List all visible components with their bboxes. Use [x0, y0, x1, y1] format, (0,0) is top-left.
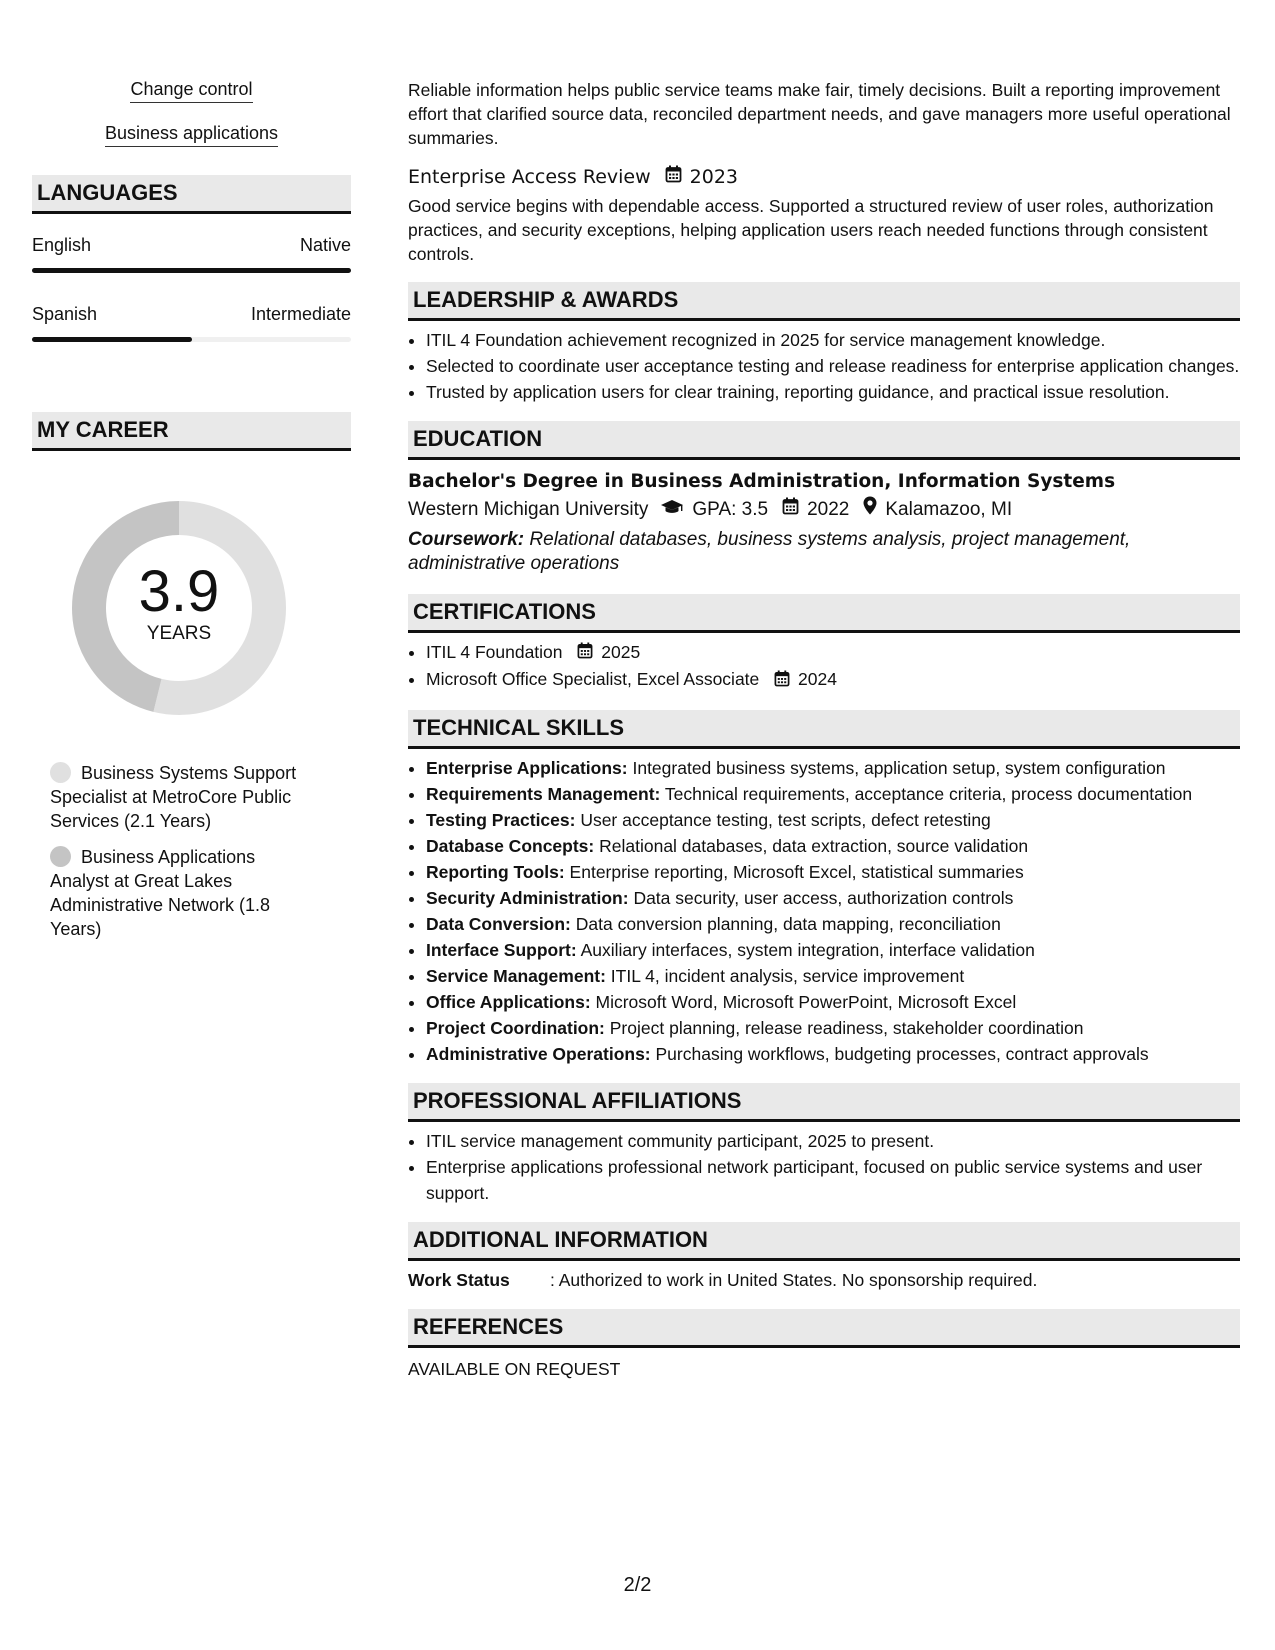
skill-item: • Enterprise Applications: Integrated business systems, application setup, system configuration — [426, 755, 1240, 781]
language-bar — [32, 337, 351, 342]
language-name: Spanish — [32, 304, 98, 324]
career-item: Business Systems Support Specialist at MetroCore Public Services (2.1 Years) — [50, 763, 297, 831]
education-school: Western Michigan University — [408, 499, 649, 520]
list-item: • ITIL 4 Foundation 2025 — [426, 639, 1240, 666]
language-name: English — [32, 235, 92, 255]
skill-item: • Security Administration: Data security, user access, authorization controls — [426, 885, 1240, 911]
project-year: 2023 — [689, 166, 739, 188]
calendar-icon — [774, 668, 790, 694]
certifications-list — [408, 639, 1240, 694]
career-dot-icon — [50, 846, 71, 867]
language-level: Intermediate — [250, 304, 351, 324]
leadership-list — [408, 327, 1240, 405]
skill-item: • Interface Support: Auxiliary interfaces, system integration, interface validation — [426, 937, 1240, 963]
skill-item: • Project Coordination: Project planning, release readiness, stakeholder coordination — [426, 1015, 1240, 1041]
skill-item: • Requirements Management: Technical requirements, acceptance criteria, process documentation — [426, 781, 1240, 807]
language-spanish — [32, 303, 351, 342]
graduation-cap-icon — [660, 496, 684, 524]
skill-item: • Database Concepts: Relational databases, data extraction, source validation — [426, 833, 1240, 859]
education-coursework: Coursework: Relational databases, business systems analysis, project management, administrative operations — [408, 529, 1131, 574]
language-bar-fill — [32, 337, 192, 342]
list-item: • ITIL service management community participant, 2025 to present. — [426, 1128, 1240, 1154]
calendar-icon — [665, 164, 682, 190]
skill-item: • Office Applications: Microsoft Word, Microsoft PowerPoint, Microsoft Excel — [426, 989, 1240, 1015]
education-gpa: GPA: 3.5 — [692, 499, 769, 520]
education-degree: Bachelor's Degree in Business Administration, Information Systems — [408, 471, 1116, 492]
list-item: • Selected to coordinate user acceptance testing and release readiness for enterprise application changes. — [426, 353, 1240, 379]
list-item: • Trusted by application users for clear training, reporting guidance, and practical issue resolution. — [426, 379, 1240, 405]
language-english — [32, 234, 351, 273]
language-bar-fill — [32, 268, 351, 273]
career-list — [50, 761, 312, 941]
list-item: • Enterprise applications professional network participant, focused on public service systems and user support. — [426, 1154, 1240, 1206]
references-text: AVAILABLE ON REQUEST — [408, 1358, 621, 1379]
career-total: 3.9 — [138, 559, 220, 624]
skills-heading: TECHNICAL SKILLS — [408, 710, 1240, 749]
main-content — [408, 78, 1240, 1382]
location-pin-icon — [863, 496, 877, 524]
references-heading: REFERENCES — [408, 1309, 1240, 1348]
education-heading: EDUCATION — [408, 421, 1240, 460]
project-title: Enterprise Access Review — [408, 166, 651, 188]
certifications-heading: CERTIFICATIONS — [408, 594, 1240, 633]
page-number: 2/2 — [623, 1574, 652, 1596]
skill-item: • Data Conversion: Data conversion planning, data mapping, reconciliation — [426, 911, 1240, 937]
additional-heading: ADDITIONAL INFORMATION — [408, 1222, 1240, 1261]
affiliations-heading: PROFESSIONAL AFFILIATIONS — [408, 1083, 1240, 1122]
work-status-row — [408, 1267, 1240, 1293]
list-item: • Microsoft Office Specialist, Excel Associate 2024 — [426, 666, 1240, 693]
list-item: • ITIL 4 Foundation achievement recognized in 2025 for service management knowledge. — [426, 327, 1240, 353]
skill-item: • Administrative Operations: Purchasing workflows, budgeting processes, contract approvals — [426, 1041, 1240, 1067]
sidebar — [32, 78, 351, 953]
skill-item: • Reporting Tools: Enterprise reporting, Microsoft Excel, statistical summaries — [426, 859, 1240, 885]
career-unit: YEARS — [146, 623, 212, 644]
career-dot-icon — [50, 762, 71, 783]
affiliations-list — [408, 1128, 1240, 1206]
skill-link-business-applications[interactable]: Business applications — [32, 122, 351, 147]
skills-list — [408, 755, 1240, 1067]
work-status-label: Work Status — [408, 1269, 510, 1290]
project-title-row — [408, 164, 1240, 190]
calendar-icon — [782, 496, 799, 524]
work-status-value: : Authorized to work in United States. No sponsorship required. — [550, 1269, 1038, 1290]
language-bar — [32, 268, 351, 273]
languages-heading: LANGUAGES — [32, 175, 351, 214]
project-description: Good service begins with dependable access. Supported a structured review of user roles, authorization practices, and security exceptions, helping application users reach needed functions through consistent controls. — [408, 196, 1214, 264]
career-donut — [64, 493, 294, 723]
skill-link-change-control[interactable]: Change control — [32, 78, 351, 103]
career-item: Business Applications Analyst at Great Lakes Administrative Network (1.8 Years) — [50, 847, 271, 939]
education-location: Kalamazoo, MI — [885, 499, 1013, 520]
education-meta — [408, 496, 1240, 524]
education-year: 2022 — [807, 499, 850, 520]
calendar-icon — [577, 640, 593, 666]
skill-item: • Service Management: ITIL 4, incident analysis, service improvement — [426, 963, 1240, 989]
language-level: Native — [299, 235, 351, 255]
project-intro: Reliable information helps public service teams make fair, timely decisions. Built a reporting improvement effort that clarified source data, reconciled department needs, and gave managers more useful operational summaries. — [408, 80, 1231, 148]
career-heading: MY CAREER — [32, 412, 351, 451]
skill-item: • Testing Practices: User acceptance testing, test scripts, defect retesting — [426, 807, 1240, 833]
leadership-heading: LEADERSHIP & AWARDS — [408, 282, 1240, 321]
